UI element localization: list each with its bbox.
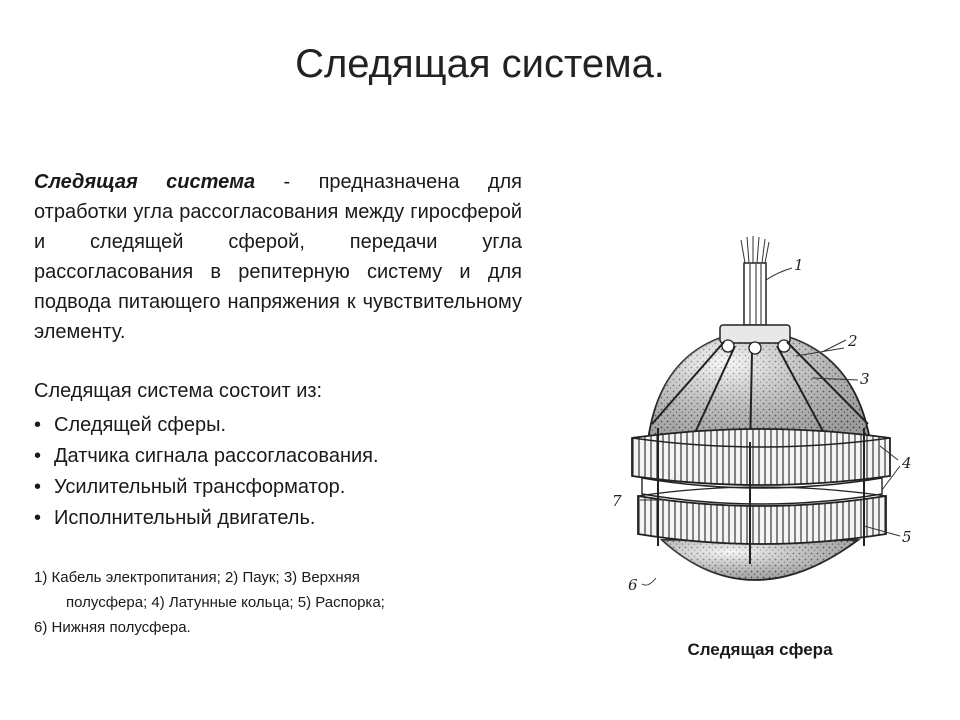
part-label: 2 [848, 332, 858, 350]
list-item [34, 441, 379, 472]
list-item [34, 503, 379, 534]
component-list [34, 410, 379, 534]
list-item-text: Исполнительный двигатель. [54, 507, 316, 529]
cable [741, 236, 769, 325]
part-label: 4 [902, 454, 912, 472]
part-label: 5 [902, 528, 912, 546]
part-label: 3 [860, 370, 870, 388]
list-item-text: Следящей сферы. [54, 414, 227, 436]
figure-legend [34, 565, 474, 640]
legend-line: полусфера; 4) Латунные кольца; 5) Распорка; [66, 594, 385, 611]
list-item [34, 472, 379, 503]
legend-line: 1) Кабель электропитания; 2) Паук; 3) Верхняя [34, 569, 360, 586]
figure-caption: Следящая сфера [687, 640, 833, 659]
part-label: 7 [612, 492, 622, 510]
definition-paragraph [34, 167, 522, 347]
part-label: 6 [628, 576, 638, 594]
list-item-text: Усилительный трансформатор. [54, 476, 346, 498]
legend-line: 6) Нижняя полусфера. [34, 619, 191, 636]
list-item [34, 410, 379, 441]
definition-text: - предназначена для отработки угла рассогласования между гиросферой и следящей сферой, передачи угла рассогласования в репитерную систему и для подвода питающего напряжения к чувствительному элементу. [34, 171, 523, 343]
tracking-sphere-drawing [600, 228, 935, 608]
bullet-icon: • [34, 476, 42, 498]
bullet-icon: • [34, 414, 42, 436]
list-item-text: Датчика сигнала рассогласования. [54, 445, 379, 467]
bullet-icon: • [34, 507, 42, 529]
part-label: 1 [794, 256, 804, 274]
brass-rings [632, 429, 890, 544]
bullet-icon: • [34, 445, 42, 467]
definition-term: Следящая система [34, 171, 256, 193]
list-intro: Следящая система состоит из: [34, 380, 323, 402]
slide-title: Следящая система. [295, 42, 665, 86]
